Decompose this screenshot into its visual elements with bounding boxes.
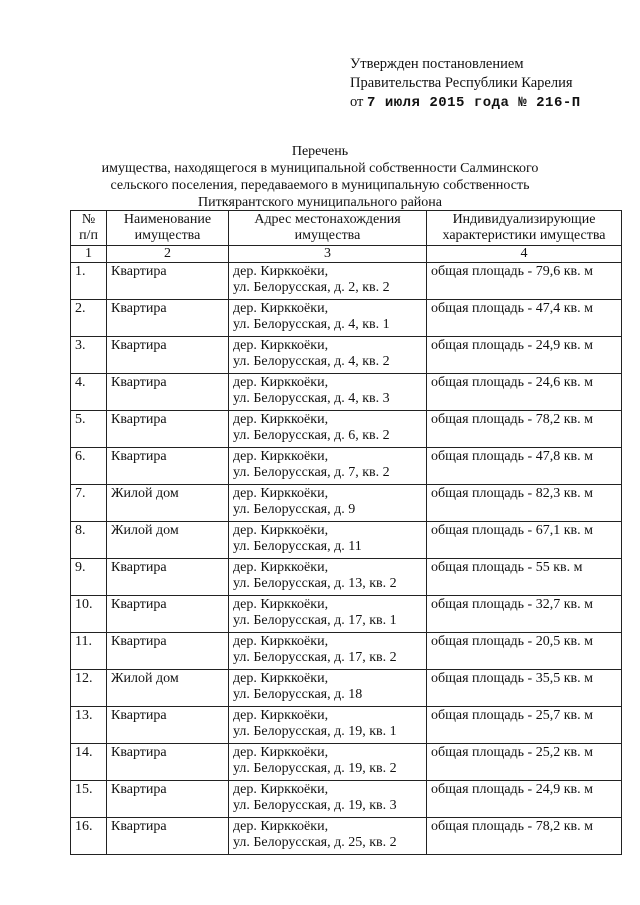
title-line-4: Питкярантского муниципального района [198,195,442,210]
header-address: Адрес местонахождения имущества [229,211,427,246]
row-number: 9. [71,559,107,596]
property-characteristics: общая площадь - 78,2 кв. м [427,818,622,855]
property-name: Квартира [107,707,229,744]
address-line-2: ул. Белорусская, д. 7, кв. 2 [233,465,390,480]
property-address [229,670,427,707]
address-line-2: ул. Белорусская, д. 11 [233,539,362,554]
title-line-3: сельского поселения, передаваемого в муниципальную собственность [110,178,530,193]
table-row [71,263,622,300]
table-row [71,559,622,596]
address-line-1: дер. Кирккоёки, [233,412,329,427]
table-row [71,374,622,411]
row-number: 13. [71,707,107,744]
table-row [71,744,622,781]
row-number: 4. [71,374,107,411]
address-line-1: дер. Кирккоёки, [233,449,329,464]
property-address [229,744,427,781]
property-name: Квартира [107,818,229,855]
title-line-1: Перечень [291,144,349,159]
row-number: 1. [71,263,107,300]
address-line-2: ул. Белорусская, д. 13, кв. 2 [233,576,397,591]
row-number: 15. [71,781,107,818]
property-name: Квартира [107,596,229,633]
property-address [229,559,427,596]
header-characteristics: Индивидуализирующие характеристики имущества [427,211,622,246]
table-row [71,596,622,633]
property-name: Квартира [107,559,229,596]
property-address [229,633,427,670]
approval-line-2: Правительства Республики Карелия [350,75,573,91]
property-characteristics: общая площадь - 32,7 кв. м [427,596,622,633]
address-line-1: дер. Кирккоёки, [233,708,329,723]
row-number: 3. [71,337,107,374]
property-characteristics: общая площадь - 67,1 кв. м [427,522,622,559]
column-number: 3 [229,246,427,263]
column-number: 4 [427,246,622,263]
property-address [229,337,427,374]
table-row [71,485,622,522]
address-line-1: дер. Кирккоёки, [233,264,329,279]
row-number: 7. [71,485,107,522]
property-name: Квартира [107,411,229,448]
header-number: № п/п [71,211,107,246]
address-line-1: дер. Кирккоёки, [233,634,329,649]
table-row [71,448,622,485]
property-characteristics: общая площадь - 25,7 кв. м [427,707,622,744]
property-name: Жилой дом [107,670,229,707]
row-number: 2. [71,300,107,337]
property-characteristics: общая площадь - 24,9 кв. м [427,337,622,374]
property-characteristics: общая площадь - 35,5 кв. м [427,670,622,707]
approval-line-1: Утвержден постановлением [350,56,524,72]
property-name: Квартира [107,781,229,818]
address-line-2: ул. Белорусская, д. 2, кв. 2 [233,280,390,295]
table-row [71,633,622,670]
row-number: 16. [71,818,107,855]
property-name: Квартира [107,633,229,670]
table-row [71,670,622,707]
address-line-2: ул. Белорусская, д. 18 [233,687,363,702]
table-row [71,337,622,374]
property-characteristics: общая площадь - 47,8 кв. м [427,448,622,485]
address-line-2: ул. Белорусская, д. 4, кв. 2 [233,354,390,369]
property-name: Квартира [107,300,229,337]
address-line-1: дер. Кирккоёки, [233,338,329,353]
property-address [229,522,427,559]
property-address [229,263,427,300]
address-line-1: дер. Кирккоёки, [233,486,329,501]
property-address [229,781,427,818]
row-number: 11. [71,633,107,670]
property-name: Квартира [107,374,229,411]
property-address [229,374,427,411]
property-address [229,448,427,485]
property-characteristics: общая площадь - 55 кв. м [427,559,622,596]
approval-date-stamp: 7 июля 2015 года № 216-П [367,95,581,111]
property-characteristics: общая площадь - 82,3 кв. м [427,485,622,522]
address-line-1: дер. Кирккоёки, [233,745,329,760]
property-address [229,707,427,744]
property-name: Квартира [107,337,229,374]
address-line-2: ул. Белорусская, д. 25, кв. 2 [233,835,397,850]
table-row [71,411,622,448]
row-number: 8. [71,522,107,559]
table-row [71,818,622,855]
property-characteristics: общая площадь - 79,6 кв. м [427,263,622,300]
address-line-2: ул. Белорусская, д. 9 [233,502,356,517]
address-line-1: дер. Кирккоёки, [233,301,329,316]
address-line-2: ул. Белорусская, д. 17, кв. 2 [233,650,397,665]
property-name: Квартира [107,263,229,300]
address-line-2: ул. Белорусская, д. 17, кв. 1 [233,613,397,628]
row-number: 12. [71,670,107,707]
property-address [229,411,427,448]
property-name: Квартира [107,448,229,485]
property-address [229,596,427,633]
address-line-2: ул. Белорусская, д. 19, кв. 3 [233,798,397,813]
property-address [229,300,427,337]
property-table [70,210,622,855]
address-line-1: дер. Кирккоёки, [233,597,329,612]
approval-prefix: от [350,94,364,110]
property-characteristics: общая площадь - 24,6 кв. м [427,374,622,411]
table-row [71,781,622,818]
header-name: Наименование имущества [107,211,229,246]
address-line-1: дер. Кирккоёки, [233,671,329,686]
property-address [229,485,427,522]
property-characteristics: общая площадь - 25,2 кв. м [427,744,622,781]
row-number: 14. [71,744,107,781]
address-line-1: дер. Кирккоёки, [233,375,329,390]
row-number: 10. [71,596,107,633]
address-line-1: дер. Кирккоёки, [233,523,329,538]
address-line-2: ул. Белорусская, д. 19, кв. 2 [233,761,397,776]
address-line-2: ул. Белорусская, д. 6, кв. 2 [233,428,390,443]
property-characteristics: общая площадь - 78,2 кв. м [427,411,622,448]
address-line-1: дер. Кирккоёки, [233,819,329,834]
property-name: Жилой дом [107,522,229,559]
table-row [71,522,622,559]
table-row [71,707,622,744]
address-line-1: дер. Кирккоёки, [233,782,329,797]
address-line-2: ул. Белорусская, д. 4, кв. 1 [233,317,390,332]
title-line-2: имущества, находящегося в муниципальной собственности Салминского [101,161,539,176]
document-title [0,143,640,211]
address-line-1: дер. Кирккоёки, [233,560,329,575]
property-address [229,818,427,855]
property-name: Жилой дом [107,485,229,522]
address-line-2: ул. Белорусская, д. 19, кв. 1 [233,724,397,739]
row-number: 6. [71,448,107,485]
approval-block [350,55,581,113]
property-characteristics: общая площадь - 47,4 кв. м [427,300,622,337]
property-characteristics: общая площадь - 24,9 кв. м [427,781,622,818]
row-number: 5. [71,411,107,448]
address-line-2: ул. Белорусская, д. 4, кв. 3 [233,391,390,406]
column-number: 1 [71,246,107,263]
approval-line-3 [350,93,581,113]
property-characteristics: общая площадь - 20,5 кв. м [427,633,622,670]
property-name: Квартира [107,744,229,781]
table-row [71,300,622,337]
column-number: 2 [107,246,229,263]
